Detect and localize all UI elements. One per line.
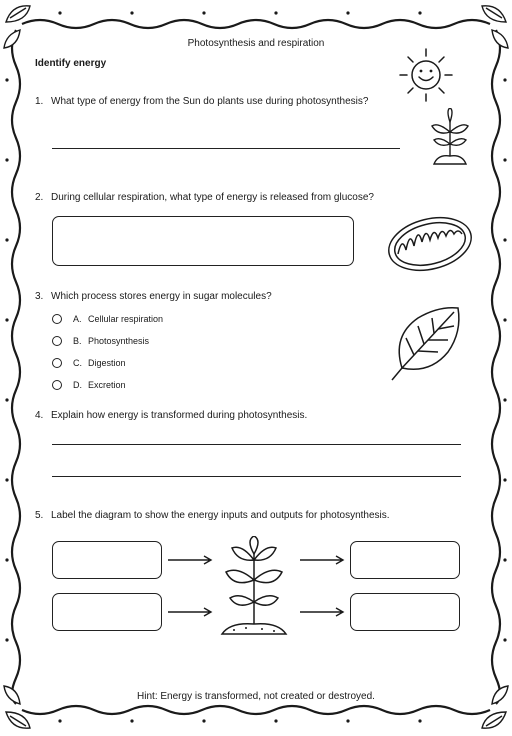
q3-option-d[interactable] bbox=[52, 378, 126, 392]
output-label-box-2[interactable] bbox=[350, 593, 460, 631]
q3-option-a[interactable] bbox=[52, 312, 163, 326]
mitochondrion-icon bbox=[382, 212, 478, 276]
q1-answer-line[interactable] bbox=[52, 148, 400, 149]
seedling-icon bbox=[428, 108, 472, 166]
option-text: Digestion bbox=[88, 358, 126, 368]
question-2-text: During cellular respiration, what type of energy is released from glucose? bbox=[51, 192, 374, 203]
radio-button[interactable] bbox=[52, 314, 62, 324]
radio-button[interactable] bbox=[52, 380, 62, 390]
output-label-box-1[interactable] bbox=[350, 541, 460, 579]
arrow-right-icon bbox=[300, 607, 346, 617]
option-text: Excretion bbox=[88, 380, 126, 390]
q3-option-b[interactable] bbox=[52, 334, 149, 348]
option-letter: D. bbox=[73, 380, 82, 390]
input-label-box-2[interactable] bbox=[52, 593, 162, 631]
arrow-right-icon bbox=[168, 607, 214, 617]
option-text: Cellular respiration bbox=[88, 314, 164, 324]
option-letter: B. bbox=[73, 336, 82, 346]
radio-button[interactable] bbox=[52, 358, 62, 368]
question-1 bbox=[35, 95, 368, 108]
arrow-right-icon bbox=[300, 555, 346, 565]
q4-answer-line-1[interactable] bbox=[52, 444, 461, 445]
option-letter: C. bbox=[73, 358, 82, 368]
sun-icon bbox=[396, 46, 456, 104]
input-label-box-1[interactable] bbox=[52, 541, 162, 579]
question-2-number: 2. bbox=[35, 192, 44, 203]
option-text: Photosynthesis bbox=[88, 336, 150, 346]
leaf-icon bbox=[388, 302, 468, 382]
question-2 bbox=[35, 191, 374, 204]
arrow-right-icon bbox=[168, 555, 214, 565]
q4-answer-line-2[interactable] bbox=[52, 476, 461, 477]
question-4-text: Explain how energy is transformed during photosynthesis. bbox=[51, 410, 308, 421]
option-letter: A. bbox=[73, 314, 82, 324]
question-1-number: 1. bbox=[35, 96, 44, 107]
question-5-text: Label the diagram to show the energy inputs and outputs for photosynthesis. bbox=[51, 510, 390, 521]
plant-icon bbox=[218, 536, 290, 636]
question-3-number: 3. bbox=[35, 291, 44, 302]
radio-button[interactable] bbox=[52, 336, 62, 346]
q3-option-c[interactable] bbox=[52, 356, 126, 370]
question-4 bbox=[35, 409, 307, 422]
hint-text: Hint: Energy is transformed, not created or destroyed. bbox=[137, 691, 375, 702]
question-3 bbox=[35, 290, 272, 303]
question-4-number: 4. bbox=[35, 410, 44, 421]
question-1-text: What type of energy from the Sun do plants use during photosynthesis? bbox=[51, 96, 369, 107]
worksheet-title: Photosynthesis and respiration bbox=[187, 38, 325, 49]
q2-answer-box[interactable] bbox=[52, 216, 354, 266]
section-heading: Identify energy bbox=[35, 58, 107, 69]
question-3-text: Which process stores energy in sugar molecules? bbox=[51, 291, 272, 302]
question-5 bbox=[35, 509, 390, 522]
question-5-number: 5. bbox=[35, 510, 44, 521]
